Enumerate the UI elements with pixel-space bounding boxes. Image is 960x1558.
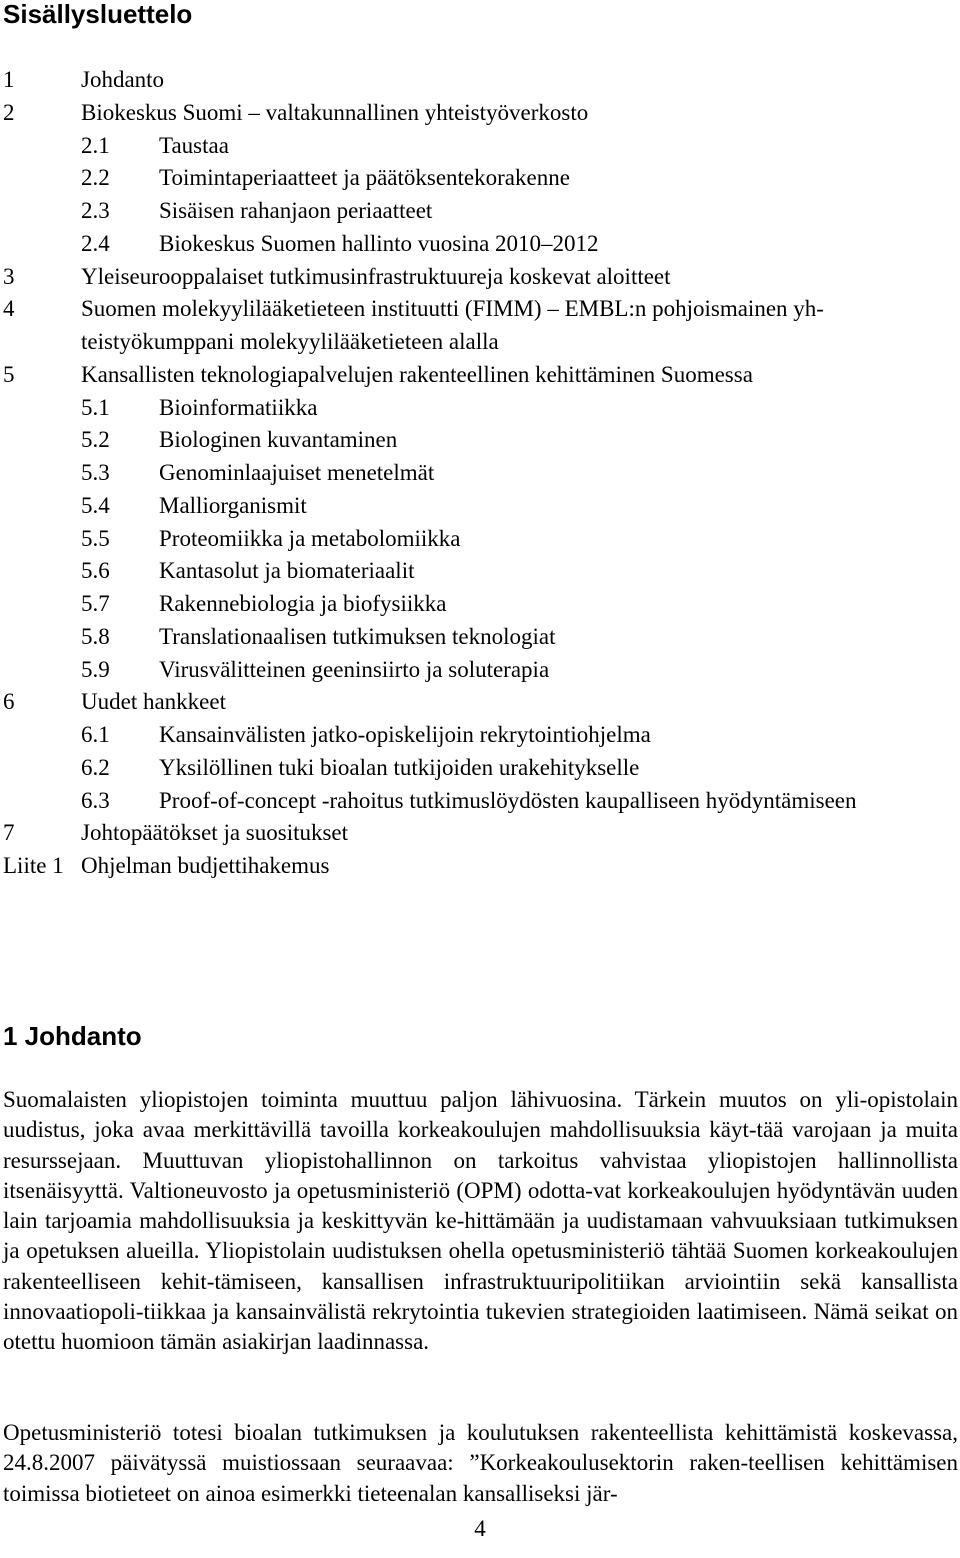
toc-entry-number: 5.6: [81, 558, 110, 584]
toc-entry: [0, 162, 960, 195]
toc-entry-number: 2.2: [81, 165, 110, 191]
toc-entry-title: Rakennebiologia ja biofysiikka: [159, 591, 447, 616]
toc-entry: [0, 523, 960, 556]
toc-entry: [0, 326, 960, 359]
toc-entry-number: 4: [3, 296, 15, 322]
toc-entry-title: Johdanto: [81, 67, 165, 92]
toc-entry-number: 6: [3, 689, 15, 715]
section-heading: 1 Johdanto: [3, 1021, 142, 1051]
toc-entry: [0, 195, 960, 228]
toc-entry: [0, 130, 960, 163]
toc-entry-title: Ohjelman budjettihakemus: [81, 853, 330, 878]
toc-entry-number: 2.3: [81, 198, 110, 223]
toc-entry-title: Biokeskus Suomi – valtakunnallinen yhteistyöverkosto: [81, 99, 589, 125]
toc-entry-title: Johtopäätökset ja suositukset: [81, 820, 349, 846]
toc-entry-number: 7: [3, 820, 15, 846]
toc-entry-title: Suomen molekyylilääketieteen instituutti (FIMM) – EMBL:n pohjoismainen yh-: [81, 296, 824, 322]
toc-entry-title: teistyökumppani molekyylilääketieteen alalla: [81, 329, 499, 354]
body-paragraph-1: Suomalaisten yliopistojen toiminta muuttuu paljon lähivuosina. Tärkein muutos on yli-opistolain uudistus, joka avaa merkittävillä tavoilla korkeakoulujen mahdollisuuksia käyt-tää varojaan ja muita resurssejaan. Muuttuvan yliopistohallinnon on tarkoitus vahvistaa yliopistojen hallinnollista itsenäisyyttä. Valtioneuvosto ja opetusministeriö (OPM) odotta-vat korkeakoulujen hyödyntävän uuden lain tarjoamia mahdollisuuksia ja keskittyvän ke-hittämään ja uudistamaan vahvuuksiaan tutkimuksen ja opetuksen alueilla. Yliopistolain uudistuksen ohella opetusministeriö tähtää Suomen korkeakoulujen rakenteelliseen kehit-tämiseen, kansallisen infrastruktuuripolitiikan arviointiin sekä kansallista innovaatiopoli-tiikkaa ja kansainvälistä rekrytointia tukevien strategioiden laatimiseen. Nämä seikat on otettu huomioon tämän asiakirjan laadinnassa.: [3, 1087, 958, 1355]
toc-entry: [0, 719, 960, 752]
toc-entry: [0, 785, 960, 818]
toc-entry: [0, 621, 960, 654]
toc-entry: [0, 817, 960, 850]
toc-entry-number: 2.1: [81, 132, 110, 158]
toc-entry-number: 5: [3, 361, 15, 387]
toc-entry-title: Yksilöllinen tuki bioalan tutkijoiden urakehitykselle: [159, 754, 640, 780]
toc-entry-title: Kansallisten teknologiapalvelujen rakenteellinen kehittäminen Suomessa: [81, 361, 753, 387]
toc-entry-number: 2: [3, 99, 15, 125]
toc-entry: [0, 752, 960, 785]
toc-entry: [0, 97, 960, 130]
toc-entry-number: 5.8: [81, 623, 110, 649]
toc-entry-number: 5.5: [81, 525, 110, 551]
toc-entry-title: Yleiseurooppalaiset tutkimusinfrastruktuureja koskevat aloitteet: [81, 263, 671, 289]
toc-entry-number: 5.1: [81, 394, 110, 420]
toc-entry-title: Proteomiikka ja metabolomiikka: [159, 525, 461, 551]
toc-entry-number: 3: [3, 263, 15, 289]
toc-entry-number: 5.9: [81, 656, 110, 682]
toc-title: Sisällysluettelo: [3, 0, 193, 29]
toc-entry: [0, 293, 960, 326]
toc-entry: [0, 359, 960, 392]
toc-entry: [0, 228, 960, 261]
toc-entry-title: Malliorganismit: [159, 492, 307, 518]
toc-entry-title: Taustaa: [159, 132, 229, 158]
toc-entry-title: Uudet hankkeet: [81, 689, 226, 715]
toc-entry: [0, 490, 960, 523]
toc-entry: [0, 686, 960, 719]
toc-entry: [0, 850, 960, 883]
toc-entry-title: Kantasolut ja biomateriaalit: [159, 558, 415, 584]
table-of-contents: [0, 64, 960, 883]
toc-entry-title: Bioinformatiikka: [159, 394, 318, 420]
toc-entry: [0, 424, 960, 457]
toc-entry-number: Liite 1: [3, 853, 64, 878]
toc-entry: [0, 654, 960, 687]
toc-entry-number: 1: [3, 67, 15, 92]
toc-entry-title: Virusvälitteinen geeninsiirto ja soluterapia: [159, 656, 550, 682]
toc-entry: [0, 261, 960, 294]
toc-entry-title: Genominlaajuiset menetelmät: [159, 460, 435, 485]
toc-entry-title: Translationaalisen tutkimuksen teknologiat: [159, 623, 556, 649]
toc-entry-number: 5.3: [81, 460, 110, 485]
toc-entry-title: Biologinen kuvantaminen: [159, 427, 398, 453]
toc-entry: [0, 555, 960, 588]
page-number: 4: [474, 1516, 486, 1541]
toc-entry-number: 6.2: [81, 754, 110, 780]
toc-entry-title: Sisäisen rahanjaon periaatteet: [159, 198, 433, 223]
toc-entry-number: 6.1: [81, 722, 110, 747]
toc-entry: [0, 392, 960, 425]
toc-entry-number: 6.3: [81, 787, 110, 813]
toc-entry: [0, 64, 960, 97]
toc-entry: [0, 588, 960, 621]
toc-entry-title: Biokeskus Suomen hallinto vuosina 2010–2012: [159, 230, 599, 256]
toc-entry-number: 5.4: [81, 492, 110, 518]
toc-entry-title: Kansainvälisten jatko-opiskelijoin rekrytointiohjelma: [159, 722, 651, 747]
toc-entry-number: 5.7: [81, 591, 110, 616]
body-paragraph-2: Opetusministeriö totesi bioalan tutkimuksen ja koulutuksen rakenteellista kehittämistä koskevassa, 24.8.2007 päivätyssä muistiossaan seuraavaa: ”Korkeakoulusektorin raken-teellisen kehittämisen toimissa biotieteet on ainoa esimerkki tieteenalan kansalliseksi jär-: [3, 1420, 958, 1506]
toc-entry-number: 2.4: [81, 230, 110, 256]
toc-entry-title: Proof-of-concept -rahoitus tutkimuslöydösten kaupalliseen hyödyntämiseen: [159, 787, 857, 813]
toc-entry-number: 5.2: [81, 427, 110, 453]
toc-entry: [0, 457, 960, 490]
toc-entry-title: Toimintaperiaatteet ja päätöksentekorakenne: [159, 165, 570, 191]
